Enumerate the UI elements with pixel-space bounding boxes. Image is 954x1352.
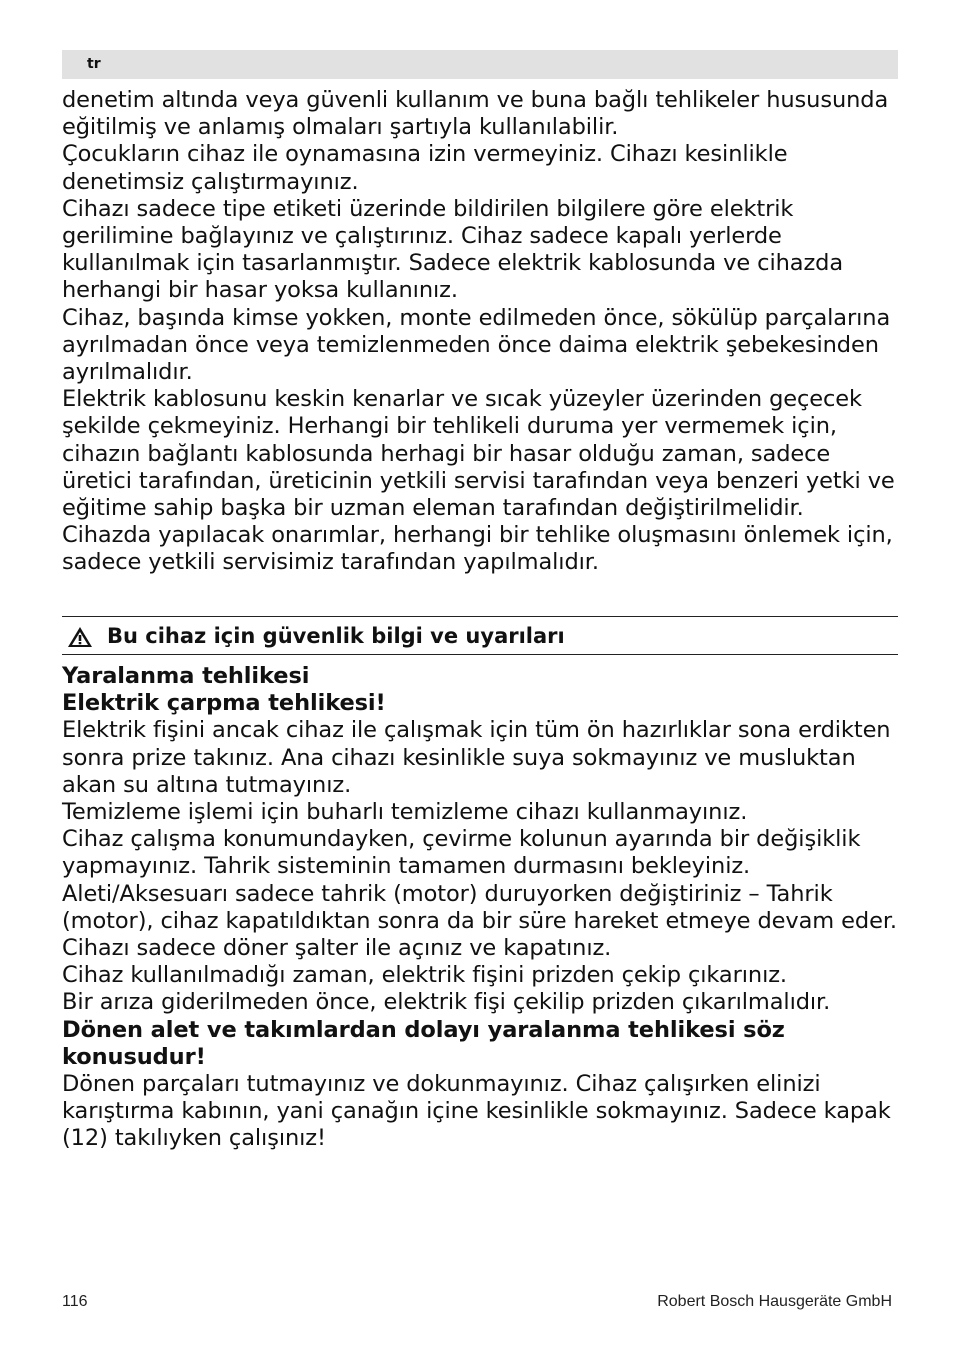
safety-paragraph: Aleti/Aksesuarı sadece tahrik (motor) duruyorken değiştiriniz – Tahrik (motor), cihaz kapatıldıktan sonra da bir süre hareket etmeye devam eder.	[62, 880, 897, 934]
safety-paragraph: Cihaz çalışma konumundayken, çevirme kolunun ayarında bir değişiklik yapmayınız. Tahrik sisteminin tamamen durmasını bekleyiniz.	[62, 826, 861, 880]
warning-triangle-icon	[67, 626, 93, 648]
section-heading-text: Bu cihaz için güvenlik bilgi ve uyarıları	[107, 624, 565, 648]
intro-paragraph: Cihazı sadece tipe etiketi üzerinde bildirilen bilgilere göre elektrik gerilimine bağlayınız ve çalıştırınız. Cihaz sadece kapalı yerlerde kullanılmak için tasarlanmıştır. Sadece elektrik kablosunda ve cihazda herhangi bir hasar yoksa kullanınız.	[62, 195, 844, 304]
page-number: 116	[62, 1293, 88, 1310]
safety-section-heading	[62, 616, 898, 655]
subheading-injury: Yaralanma tehlikesi	[62, 663, 310, 689]
intro-paragraph: Cihaz, başında kimse yokken, monte edilmeden önce, sökülüp parçalarına ayrılmadan önce veya temizlenmeden önce daima elektrik şebekesinden ayrılmalıdır.	[62, 304, 891, 386]
safety-paragraph: Dönen parçaları tutmayınız ve dokunmayınız. Cihaz çalışırken elinizi karıştırma kabının, yani çanağın içine kesinlikle sokmayınız. Sadece kapak (12) takılıyken çalışınız!	[62, 1071, 891, 1152]
intro-paragraph: Çocukların cihaz ile oynamasına izin vermeyiniz. Cihazı kesinlikle denetimsiz çalıştırmayınız.	[62, 141, 788, 195]
safety-paragraph: Elektrik fişini ancak cihaz ile çalışmak için tüm ön hazırlıklar sona erdikten sonra prize takınız. Ana cihazı kesinlikle suya sokmayınız ve musluktan akan su altına tutmayınız.	[62, 717, 891, 798]
subheading-rotating-tools: Dönen alet ve takımlardan dolayı yaralanma tehlikesi söz konusudur!	[62, 1016, 785, 1070]
footer-company: Robert Bosch Hausgeräte GmbH	[657, 1293, 892, 1310]
safety-text-block	[62, 663, 902, 1153]
language-code: tr	[87, 56, 101, 72]
intro-paragraph: Cihazda yapılacak onarımlar, herhangi bir tehlike oluşmasını önlemek için, sadece yetkili servisimiz tarafından yapılmalıdır.	[62, 522, 893, 576]
language-header-bar	[62, 50, 898, 79]
safety-paragraph: Cihazı sadece döner şalter ile açınız ve kapatınız.	[62, 935, 612, 962]
intro-text-block	[62, 87, 902, 577]
intro-paragraph: denetim altında veya güvenli kullanım ve buna bağlı tehlikeler hususunda eğitilmiş ve anlamış olmaları şartıyla kullanılabilir.	[62, 87, 889, 141]
subheading-electric-shock: Elektrik çarpma tehlikesi!	[62, 690, 386, 717]
intro-paragraph: Elektrik kablosunu keskin kenarlar ve sıcak yüzeyler üzerinden geçecek şekilde çekmeyiniz. Herhangi bir tehlikeli duruma yer vermemek için, cihazın bağlantı kablosunda herhagi bir hasar olduğu zaman, sadece üretici tarafından, üreticinin yetkili servisi tarafından veya benzeri yetki ve eğitime sahip başka bir uzman eleman tarafından değiştirilmelidir.	[62, 386, 895, 522]
safety-paragraph: Bir arıza giderilmeden önce, elektrik fişi çekilip prizden çıkarılmalıdır.	[62, 989, 831, 1016]
safety-paragraph: Cihaz kullanılmadığı zaman, elektrik fişini prizden çekip çıkarınız.	[62, 962, 787, 989]
safety-paragraph: Temizleme işlemi için buharlı temizleme cihazı kullanmayınız.	[62, 799, 748, 826]
